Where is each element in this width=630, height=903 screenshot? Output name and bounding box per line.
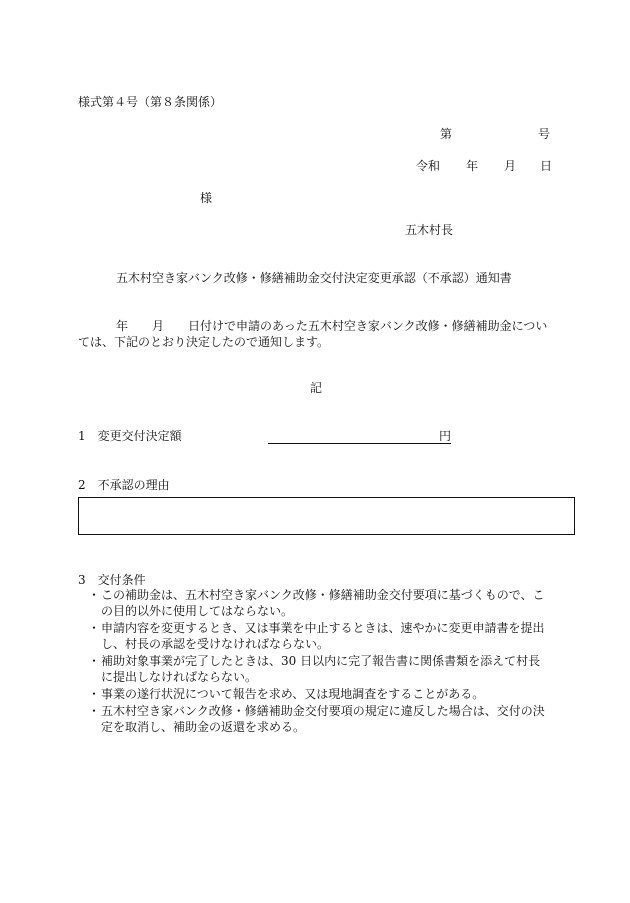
item3-label: 3 交付条件 <box>78 573 146 587</box>
date-month: 月 <box>504 159 517 173</box>
reason-box <box>78 497 575 535</box>
date-era: 令和 <box>416 159 441 173</box>
conditions-list <box>88 587 556 736</box>
body-line-1: 年 月 日付けで申請のあった五木村空き家バンク改修・修繕補助金につい <box>116 319 548 333</box>
document-number-suffix: 号 <box>537 127 550 141</box>
item1-label: 1 変更交付決定額 <box>78 429 182 443</box>
addressee-honorific: 様 <box>200 191 213 205</box>
condition-item: ・ 五木村空き家バンク改修・修繕補助金交付要項の規定に違反した場合は、交付の決 定を取消し、補助金の返還を求める。 <box>88 704 545 734</box>
item2-label: 2 不承認の理由 <box>78 478 170 492</box>
date-day: 日 <box>540 159 553 173</box>
document-title: 五木村空き家バンク改修・修繕補助金交付決定変更承認（不承認）通知書 <box>116 271 512 285</box>
condition-bullet: ・ <box>88 704 101 718</box>
body-line-2: ては、下記のとおり決定したので通知します。 <box>78 335 330 349</box>
issuer-name: 五木村長 <box>405 223 454 237</box>
condition-bullet: ・ <box>88 687 101 701</box>
condition-item: ・ 補助対象事業が完了したときは、30 日以内に完了報告書に関係書類を添えて村長 に提出しなければならない。 <box>88 654 541 684</box>
condition-bullet: ・ <box>88 654 101 668</box>
amount-field <box>268 428 451 444</box>
condition-bullet: ・ <box>88 588 101 602</box>
condition-bullet: ・ <box>88 621 101 635</box>
condition-item: ・ 申請内容を変更するとき、又は事業を中止するときは、速やかに変更申請書を提出 し、村長の承認を受けなければならない。 <box>88 621 545 651</box>
ki-heading: 記 <box>310 381 323 395</box>
condition-item: ・ この補助金は、五木村空き家バンク改修・修繕補助金交付要項に基づくもので、こ の目的以外に使用してはならない。 <box>88 588 545 618</box>
date-year: 年 <box>466 159 479 173</box>
form-number: 様式第４号（第８条関係） <box>78 95 223 109</box>
amount-unit: 円 <box>438 429 451 443</box>
condition-item: ・ 事業の遂行状況について報告を求め、又は現地調査をすることがある。 <box>88 687 485 701</box>
body-text <box>78 318 553 350</box>
document-number-prefix: 第 <box>440 127 453 141</box>
